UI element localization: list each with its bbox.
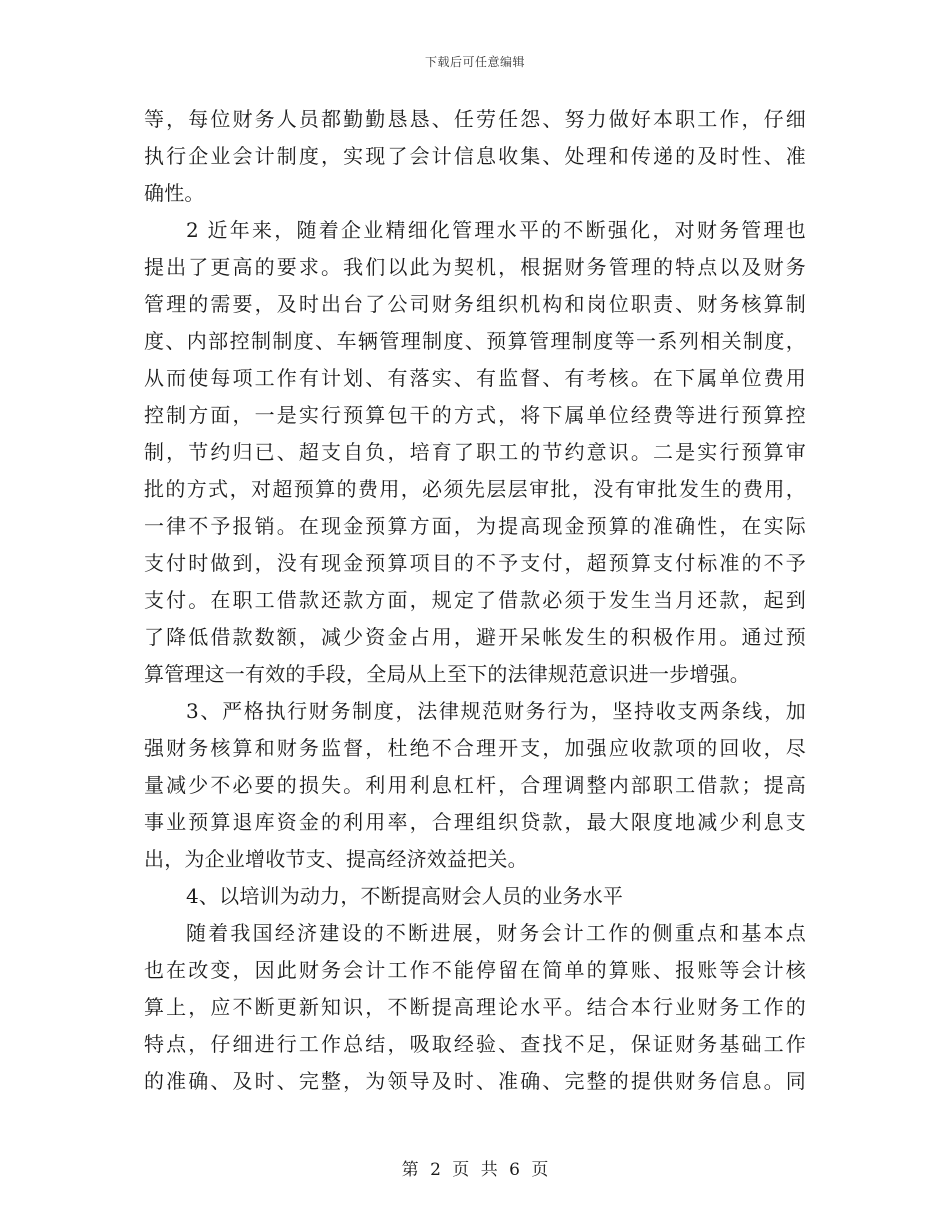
text-line: 提出了更高的要求。我们以此为契机，根据财务管理的特点以及财务 — [144, 255, 806, 279]
text-line: 量减少不必要的损失。利用利息杠杆，合理调整内部职工借款；提高 — [144, 773, 806, 797]
text-line: 支付时做到，没有现金预算项目的不予支付，超预算支付标准的不予 — [144, 551, 806, 575]
text-line: 4、以培训为动力，不断提高财会人员的业务水平 — [186, 884, 624, 908]
text-line: 控制方面，一是实行预算包干的方式，将下属单位经费等进行预算控 — [144, 403, 806, 427]
text-line: 管理的需要，及时出台了公司财务组织机构和岗位职责、财务核算制 — [144, 292, 806, 316]
text-line: 也在改变，因此财务会计工作不能停留在简单的算账、报账等会计核 — [144, 958, 806, 982]
document-body — [144, 101, 806, 1100]
text-line: 了降低借款数额，减少资金占用，避开呆帐发生的积极作用。通过预 — [144, 625, 806, 649]
text-line: 批的方式，对超预算的费用，必须先层层审批，没有审批发生的费用， — [144, 477, 806, 501]
text-line: 执行企业会计制度，实现了会计信息收集、处理和传递的及时性、准 — [144, 144, 806, 168]
text-line: 3、严格执行财务制度，法律规范财务行为，坚持收支两条线，加 — [186, 699, 806, 723]
text-line: 制，节约归已、超支自负，培育了职工的节约意识。二是实行预算审 — [144, 440, 806, 464]
text-line: 2 近年来，随着企业精细化管理水平的不断强化，对财务管理也 — [186, 218, 806, 242]
text-line: 强财务核算和财务监督，杜绝不合理开支，加强应收款项的回收，尽 — [144, 736, 806, 760]
text-line: 确性。 — [144, 181, 205, 205]
text-line: 度、内部控制制度、车辆管理制度、预算管理制度等一系列相关制度， — [144, 329, 806, 353]
text-line: 出，为企业增收节支、提高经济效益把关。 — [144, 847, 528, 871]
text-line: 特点，仔细进行工作总结，吸取经验、查找不足，保证财务基础工作 — [144, 1032, 806, 1056]
text-line: 事业预算退库资金的利用率，合理组织贷款，最大限度地减少利息支 — [144, 810, 806, 834]
text-line: 一律不予报销。在现金预算方面，为提高现金预算的准确性，在实际 — [144, 514, 806, 538]
text-line: 的准确、及时、完整，为领导及时、准确、完整的提供财务信息。同 — [144, 1069, 806, 1093]
text-line: 从而使每项工作有计划、有落实、有监督、有考核。在下属单位费用 — [144, 366, 806, 390]
text-line: 算上，应不断更新知识，不断提高理论水平。结合本行业财务工作的 — [144, 995, 806, 1019]
text-line: 算管理这一有效的手段，全局从上至下的法律规范意识进一步增强。 — [144, 662, 750, 686]
text-line: 等，每位财务人员都勤勤恳恳、任劳任怨、努力做好本职工作，仔细 — [144, 107, 806, 131]
page-number-footer: 第 2 页 共 6 页 — [401, 1160, 549, 1180]
page-header: 下载后可任意编辑 — [424, 55, 525, 69]
text-line: 随着我国经济建设的不断进展，财务会计工作的侧重点和基本点 — [186, 921, 806, 945]
text-line: 支付。在职工借款还款方面，规定了借款必须于发生当月还款，起到 — [144, 588, 806, 612]
